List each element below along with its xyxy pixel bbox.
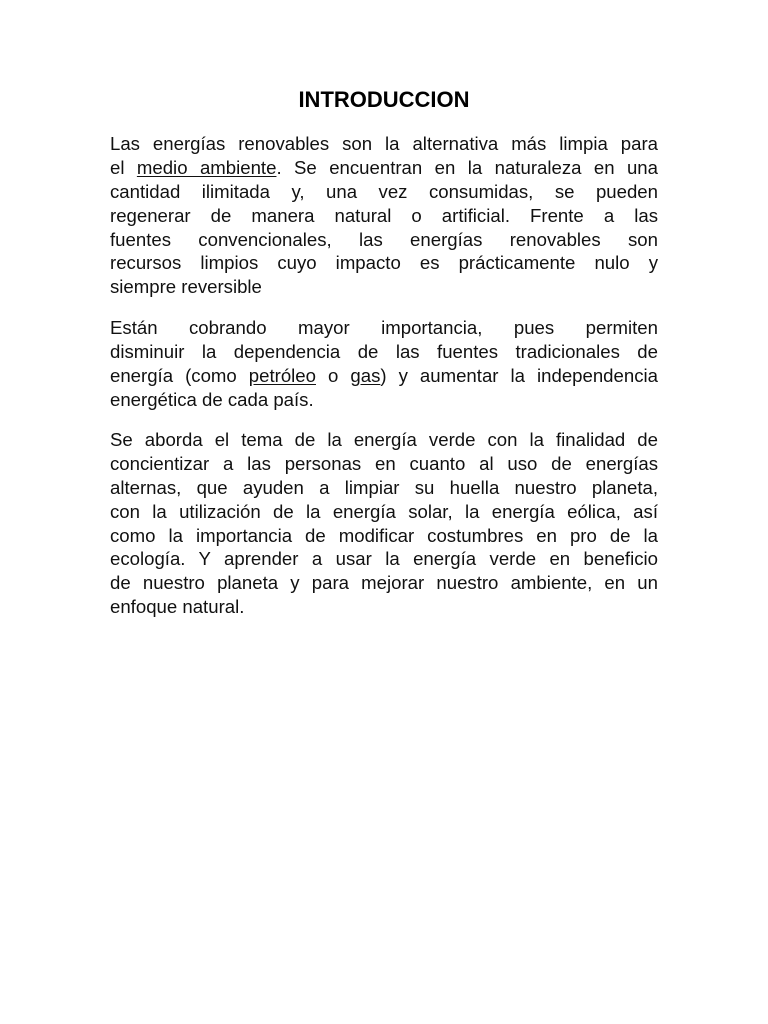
text-line: energética de cada país. [110, 388, 314, 410]
paragraph-1 [110, 132, 658, 299]
text-line: cantidad ilimitada y, una vez consumidas, se pueden [110, 180, 658, 202]
text-fragment: o [315, 364, 351, 386]
text-line: disminuir la dependencia de las fuentes tradicionales de [110, 340, 658, 362]
text-line: siempre reversible [110, 276, 262, 298]
text-fragment: energía (como [110, 364, 249, 386]
text-line: Están cobrando mayor importancia, pues permiten [110, 317, 658, 338]
link-medio-ambiente[interactable]: medio ambiente [136, 156, 277, 178]
text-fragment: . Se encuentran en la naturaleza en una [276, 156, 658, 178]
paragraph-3 [110, 428, 658, 619]
text-line: de nuestro planeta y para mejorar nuestro ambiente, en un [110, 572, 658, 594]
link-petroleo[interactable]: petróleo [248, 364, 316, 386]
text-line: enfoque natural. [110, 596, 245, 618]
text-line: Se aborda el tema de la energía verde con la finalidad de [110, 429, 658, 450]
text-line: concientizar a las personas en cuanto al uso de energías [110, 452, 658, 474]
text-line [110, 156, 658, 180]
text-line [110, 364, 658, 388]
text-fragment: ) y aumentar la independencia [380, 364, 658, 386]
text-line: como la importancia de modificar costumbres en pro de la [110, 524, 658, 546]
text-line: alternas, que ayuden a limpiar su huella nuestro planeta, [110, 476, 658, 498]
text-line: Las energías renovables son la alternativa más limpia para [110, 133, 658, 154]
link-gas[interactable]: gas [350, 364, 381, 386]
text-line: recursos limpios cuyo impacto es prácticamente nulo y [110, 252, 658, 274]
text-line: regenerar de manera natural o artificial. Frente a las [110, 204, 658, 226]
text-line: ecología. Y aprender a usar la energía verde en beneficio [110, 548, 658, 570]
text-line: con la utilización de la energía solar, la energía eólica, así [110, 500, 658, 522]
paragraph-2 [110, 316, 658, 412]
text-fragment: el [110, 156, 137, 178]
document-title: INTRODUCCION [298, 87, 470, 112]
text-line: fuentes convencionales, las energías renovables son [110, 228, 658, 250]
